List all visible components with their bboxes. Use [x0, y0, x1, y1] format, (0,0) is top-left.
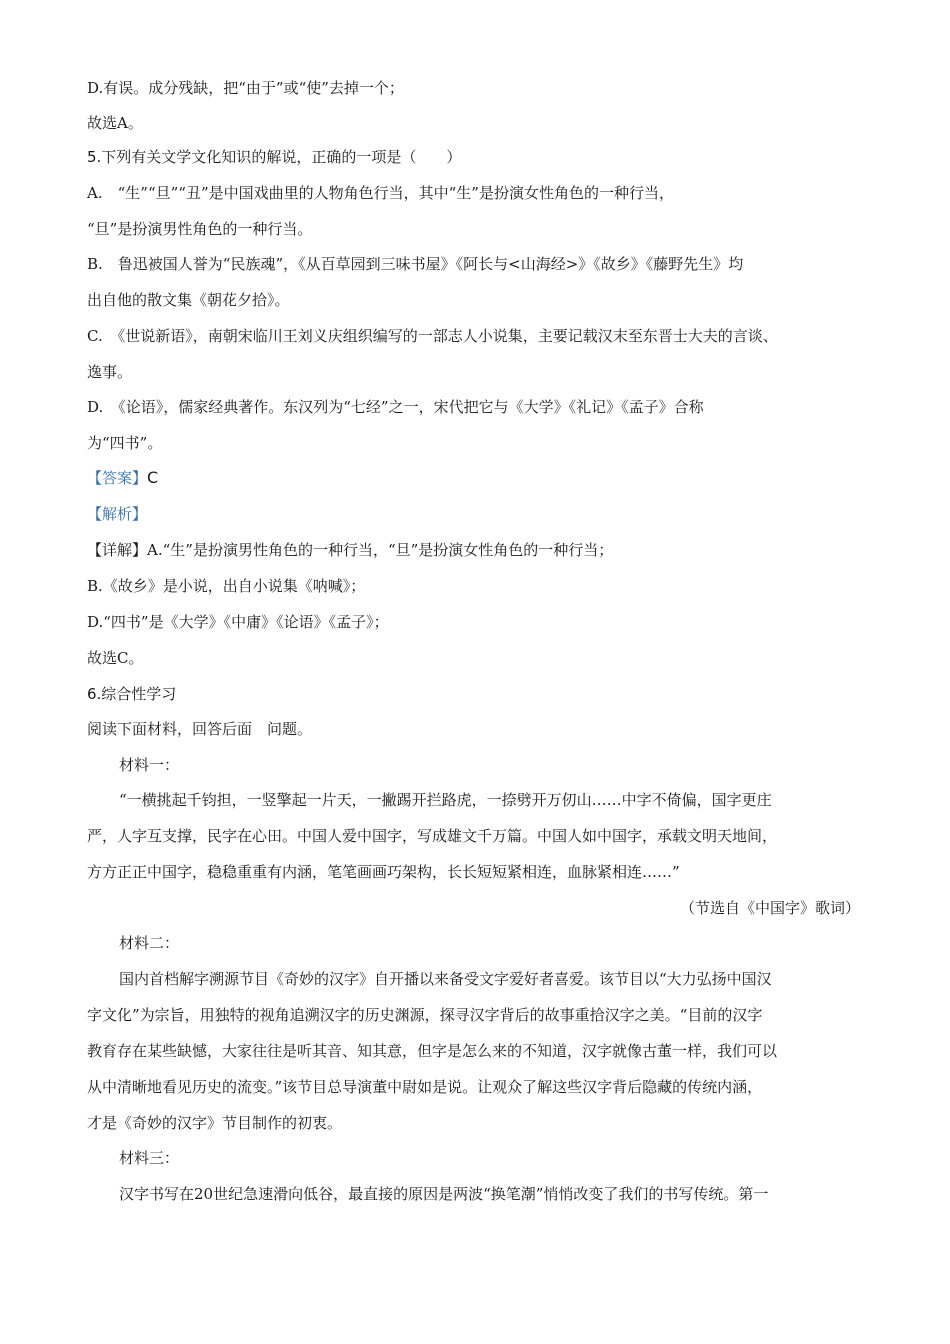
text-line: 阅读下面材料，回答后面 问题。 — [87, 720, 313, 738]
answer-value: C — [147, 468, 159, 487]
option-b: B. 鲁迅被国人誉为“民族魂”，《从百草园到三味书屋》《阿长与<山海经>》《故乡》《藤野先生》均 — [87, 255, 744, 273]
material-2-heading: 材料二： — [119, 934, 180, 952]
option-c-cont: 逸事。 — [87, 363, 133, 381]
text-line: 故选A。 — [87, 114, 143, 132]
option-a: A. “生”“旦”“丑”是中国戏曲里的人物角色行当，其中“生”是扮演女性角色的一种行当， — [87, 184, 674, 202]
option-d: D. 《论语》，儒家经典著作。东汉列为“七经”之一，宋代把它与《大学》《礼记》《孟子》合称 — [87, 398, 704, 416]
material-1-text: 方方正正中国字，稳稳重重有内涵，笔笔画画巧架构，长长短短紧相连，血脉紧相连……” — [87, 863, 680, 881]
option-b-cont: 出自他的散文集《朝花夕拾》。 — [87, 291, 290, 309]
question-5-stem: 5.下列有关文学文化知识的解说，正确的一项是（ ） — [87, 148, 462, 166]
material-3-heading: 材料三： — [119, 1149, 180, 1167]
answer-tag: 【答案】 — [87, 469, 148, 487]
material-2-text: 字文化”为宗旨，用独特的视角追溯汉字的历史渊源，探寻汉字背后的故事重拾汉字之美。“目前的汉字 — [87, 1006, 763, 1024]
question-6-title: 6.综合性学习 — [87, 685, 177, 703]
text-line: D.有误。成分残缺，把“由于”或“使”去掉一个； — [87, 79, 404, 97]
detail-text: A.“生”是扮演男性角色的一种行当，“旦”是扮演女性角色的一种行当； — [147, 541, 614, 559]
material-3-text: 汉字书写在20世纪急速滑向低谷，最直接的原因是两波“换笔潮”悄悄改变了我们的书写传统。第一 — [119, 1185, 769, 1203]
option-a-cont: “旦”是扮演男性角色的一种行当。 — [87, 220, 313, 238]
material-2-text: 才是《奇妙的汉字》节目制作的初衷。 — [87, 1114, 343, 1132]
detail-line — [87, 540, 863, 560]
option-c: C. 《世说新语》，南朝宋临川王刘义庆组织编写的一部志人小说集，主要记载汉末至东晋士大夫的言谈、 — [87, 327, 778, 345]
option-d-cont: 为“四书”。 — [87, 434, 163, 452]
analysis-tag: 【解析】 — [87, 505, 148, 523]
material-2-text: 国内首档解字溯源节目《奇妙的汉字》自开播以来备受文字爱好者喜爱。该节目以“大力弘扬中国汉 — [119, 970, 772, 988]
detail-tag: 【详解】 — [87, 541, 148, 559]
answer-line — [87, 468, 863, 488]
material-1-text: “一横挑起千钧担，一竖擎起一片天，一撇踢开拦路虎，一捺劈开万仞山……中字不倚偏，国字更庄 — [119, 791, 772, 809]
material-1-source: （节选自《中国字》歌词） — [679, 899, 860, 917]
material-2-text: 教育存在某些缺憾，大家往往是听其音、知其意，但字是怎么来的不知道，汉字就像古董一样，我们可以 — [87, 1042, 778, 1060]
text-line: D.“四书”是《大学》《中庸》《论语》《孟子》； — [87, 613, 389, 631]
material-1-text: 严，人字互支撑，民字在心田。中国人爱中国字，写成雄文千万篇。中国人如中国字，承载文明天地间， — [87, 827, 778, 845]
material-1-heading: 材料一： — [119, 756, 180, 774]
text-line: B.《故乡》是小说，出自小说集《呐喊》； — [87, 577, 366, 595]
material-2-text: 从中清晰地看见历史的流变。”该节目总导演董中尉如是说。让观众了解这些汉字背后隐藏的传统内涵， — [87, 1078, 763, 1096]
text-line: 故选C。 — [87, 649, 144, 667]
